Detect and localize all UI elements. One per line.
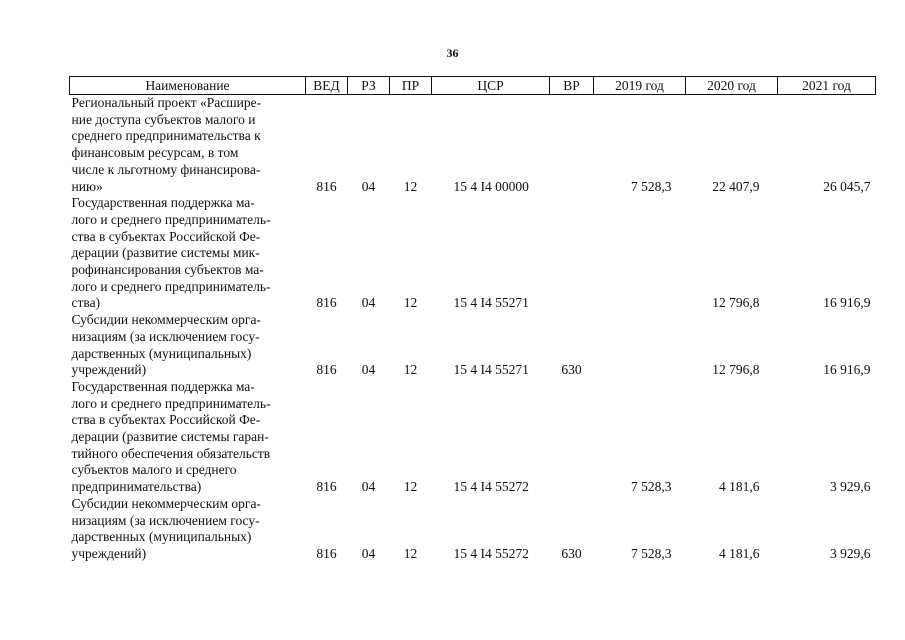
row-vr	[550, 195, 594, 312]
row-vr: 630	[561, 362, 582, 378]
row-2020: 12 796,8	[712, 295, 760, 311]
header-csr: ЦСР	[432, 77, 550, 95]
header-2019: 2019 год	[594, 77, 686, 95]
table-row	[70, 496, 876, 563]
row-ved: 816	[316, 295, 337, 311]
row-name: Субсидии некоммерческим орга- низациям (за исключением госу- дарственных (муниципальных) учреждений)	[71, 495, 261, 561]
row-name: Государственная поддержка ма- лого и среднего предприниматель- ства в субъектах Российской Фе- дерации (развитие системы мик- рофинансирования субъектов ма- лого и среднего предприниматель- ства)	[71, 195, 271, 311]
row-2021: 16 916,9	[823, 362, 871, 378]
header-vr: ВР	[550, 77, 594, 95]
row-csr: 15 4 I4 55271	[453, 362, 529, 378]
table-row	[70, 95, 876, 196]
row-rz: 04	[361, 479, 376, 495]
row-pr: 12	[403, 362, 418, 378]
row-vr: 630	[561, 545, 582, 561]
row-2020: 4 181,6	[719, 545, 760, 561]
row-2019: 7 528,3	[631, 545, 672, 561]
page-number: 36	[446, 46, 459, 60]
row-vr	[550, 379, 594, 496]
row-2019: 7 528,3	[631, 178, 672, 194]
row-csr: 15 4 I4 55271	[453, 295, 529, 311]
row-ved: 816	[316, 479, 337, 495]
row-ved: 816	[316, 545, 337, 561]
table-row	[70, 195, 876, 312]
row-ved: 816	[316, 178, 337, 194]
row-2021: 3 929,6	[830, 545, 871, 561]
row-pr: 12	[403, 545, 418, 561]
row-2020: 12 796,8	[712, 362, 760, 378]
header-2021: 2021 год	[778, 77, 876, 95]
row-name: Региональный проект «Расшире- ние доступа субъектов малого и среднего предпринимательства к финансовым ресурсам, в том числе к льготному финансирова- нию»	[71, 95, 262, 194]
header-ved: ВЕД	[306, 77, 348, 95]
row-2019	[594, 195, 686, 312]
header-name: Наименование	[70, 77, 306, 95]
row-2021: 26 045,7	[823, 178, 871, 194]
row-rz: 04	[361, 545, 376, 561]
header-row	[70, 77, 876, 95]
row-name: Государственная поддержка ма- лого и среднего предприниматель- ства в субъектах Российской Фе- дерации (развитие системы гаран- тийного обеспечения обязательств субъектов малого и среднего предпринимательства)	[71, 378, 271, 495]
row-csr: 15 4 I4 55272	[453, 545, 529, 561]
row-2021: 3 929,6	[830, 479, 871, 495]
header-2020: 2020 год	[686, 77, 778, 95]
row-2020: 22 407,9	[712, 178, 760, 194]
row-rz: 04	[361, 295, 376, 311]
table-row	[70, 312, 876, 379]
row-2021: 16 916,9	[823, 295, 871, 311]
row-vr	[550, 95, 594, 196]
row-name: Субсидии некоммерческим орга- низациям (за исключением госу- дарственных (муниципальных) учреждений)	[71, 312, 261, 378]
row-ved: 816	[316, 362, 337, 378]
row-pr: 12	[403, 479, 418, 495]
row-pr: 12	[403, 295, 418, 311]
row-csr: 15 4 I4 55272	[453, 479, 529, 495]
row-rz: 04	[361, 362, 376, 378]
row-pr: 12	[403, 178, 418, 194]
budget-table	[69, 76, 876, 563]
row-rz: 04	[361, 178, 376, 194]
row-2019	[594, 312, 686, 379]
header-pr: ПР	[390, 77, 432, 95]
row-2019: 7 528,3	[631, 479, 672, 495]
header-rz: РЗ	[348, 77, 390, 95]
table-row	[70, 379, 876, 496]
row-csr: 15 4 I4 00000	[453, 178, 529, 194]
row-2020: 4 181,6	[719, 479, 760, 495]
